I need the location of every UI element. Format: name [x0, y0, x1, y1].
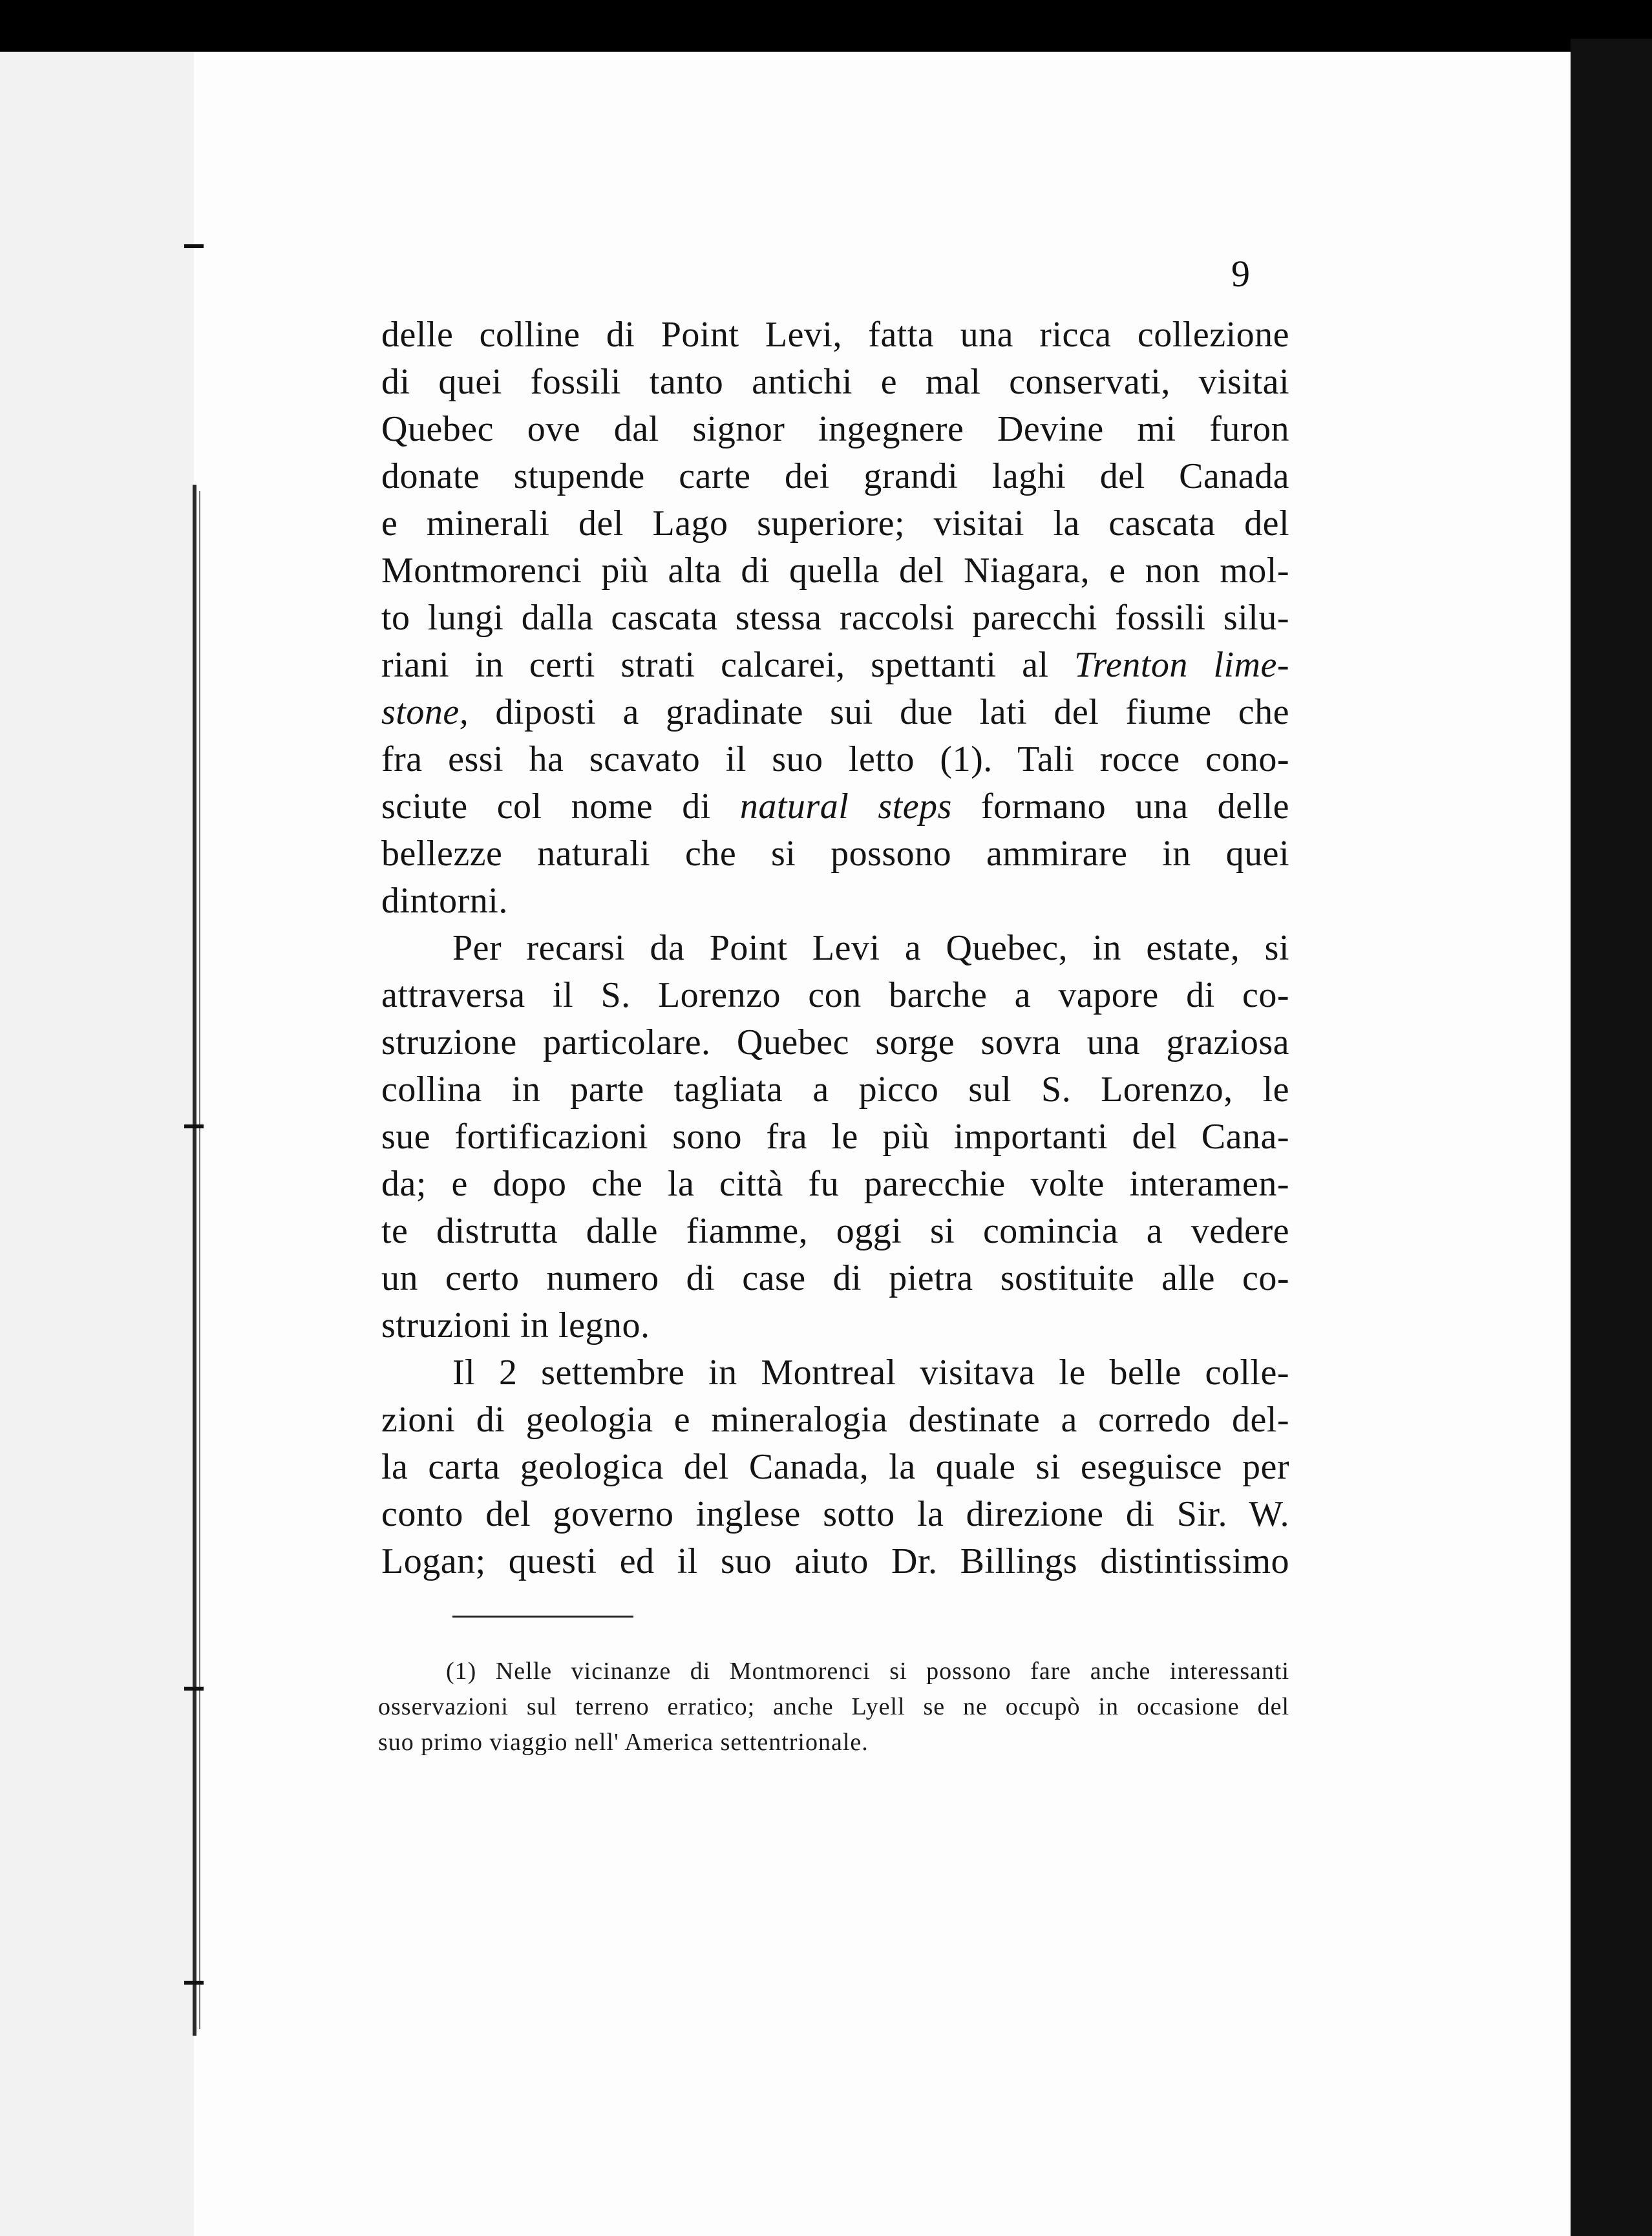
text-line-with-italic — [381, 642, 1289, 688]
line-text: sciute col nome di — [381, 786, 740, 827]
facing-page-edge — [0, 52, 194, 2236]
line-text: diposti a gradinate sui due lati del fiume che — [469, 692, 1289, 732]
text-line: bellezze naturali che si possono ammirare in quei — [381, 834, 1289, 874]
italic-phrase: stone, — [381, 692, 469, 732]
paragraph-start: Il 2 settembre in Montreal visitava le belle colle- — [452, 1353, 1289, 1393]
gutter-fold — [193, 485, 196, 2036]
line-text: formano una delle — [951, 786, 1289, 827]
italic-phrase: Trenton lime- — [1074, 645, 1290, 685]
text-line-with-italic — [381, 690, 1289, 735]
text-line-with-italic — [381, 784, 1289, 829]
text-line: da; e dopo che la città fu parecchie volte interamen- — [381, 1164, 1289, 1204]
text-line: zioni di geologia e mineralogia destinate a corredo del- — [381, 1400, 1289, 1440]
text-line: te distrutta dalle fiamme, oggi si comincia a vedere — [381, 1211, 1289, 1251]
text-line: conto del governo inglese sotto la direzione di Sir. W. — [381, 1494, 1289, 1534]
text-line: attraversa il S. Lorenzo con barche a vapore di co- — [381, 975, 1289, 1015]
binding-mark — [184, 1687, 204, 1691]
text-line: e minerali del Lago superiore; visitai la cascata del — [381, 503, 1289, 543]
italic-phrase: natural steps — [739, 786, 952, 827]
text-line: struzione particolare. Quebec sorge sovra una graziosa — [381, 1022, 1289, 1062]
page-edge-shadow — [1571, 39, 1652, 2236]
text-line: un certo numero di case di pietra sostituite alle co- — [381, 1258, 1289, 1298]
text-line: donate stupende carte dei grandi laghi del Canada — [381, 456, 1289, 496]
text-line: Quebec ove dal signor ingegnere Devine mi furon — [381, 409, 1289, 449]
text-line: dintorni. — [381, 881, 508, 921]
gutter-fold-highlight — [199, 491, 200, 2029]
page-number: 9 — [1231, 253, 1250, 295]
text-line: to lungi dalla cascata stessa raccolsi parecchi fossili silu- — [381, 598, 1289, 638]
text-line: sue fortificazioni sono fra le più importanti del Cana- — [381, 1117, 1289, 1157]
text-line: Logan; questi ed il suo aiuto Dr. Billings distintissimo — [381, 1541, 1289, 1581]
binding-mark — [184, 1981, 204, 1985]
text-line: delle colline di Point Levi, fatta una ricca collezione — [381, 315, 1289, 355]
binding-mark — [184, 244, 204, 248]
line-text: riani in certi strati calcarei, spettanti al — [381, 645, 1075, 685]
text-line: struzioni in legno. — [381, 1305, 650, 1345]
footnote-line: (1) Nelle vicinanze di Montmorenci si possono fare anche interessanti — [446, 1658, 1289, 1685]
footnote-line: osservazioni sul terreno erratico; anche Lyell se ne occupò in occasione del — [378, 1693, 1289, 1720]
text-line: fra essi ha scavato il suo letto (1). Tali rocce cono- — [381, 739, 1289, 779]
binding-mark — [184, 1124, 204, 1128]
footnote-separator — [452, 1616, 633, 1618]
footnote-line: suo primo viaggio nell' America settentrionale. — [378, 1729, 869, 1756]
text-line: la carta geologica del Canada, la quale si eseguisce per — [381, 1447, 1289, 1487]
text-line: di quei fossili tanto antichi e mal conservati, visitai — [381, 362, 1289, 402]
text-line: Montmorenci più alta di quella del Niagara, e non mol- — [381, 551, 1289, 591]
paragraph-start: Per recarsi da Point Levi a Quebec, in estate, si — [452, 928, 1289, 968]
text-line: collina in parte tagliata a picco sul S. Lorenzo, le — [381, 1070, 1289, 1110]
